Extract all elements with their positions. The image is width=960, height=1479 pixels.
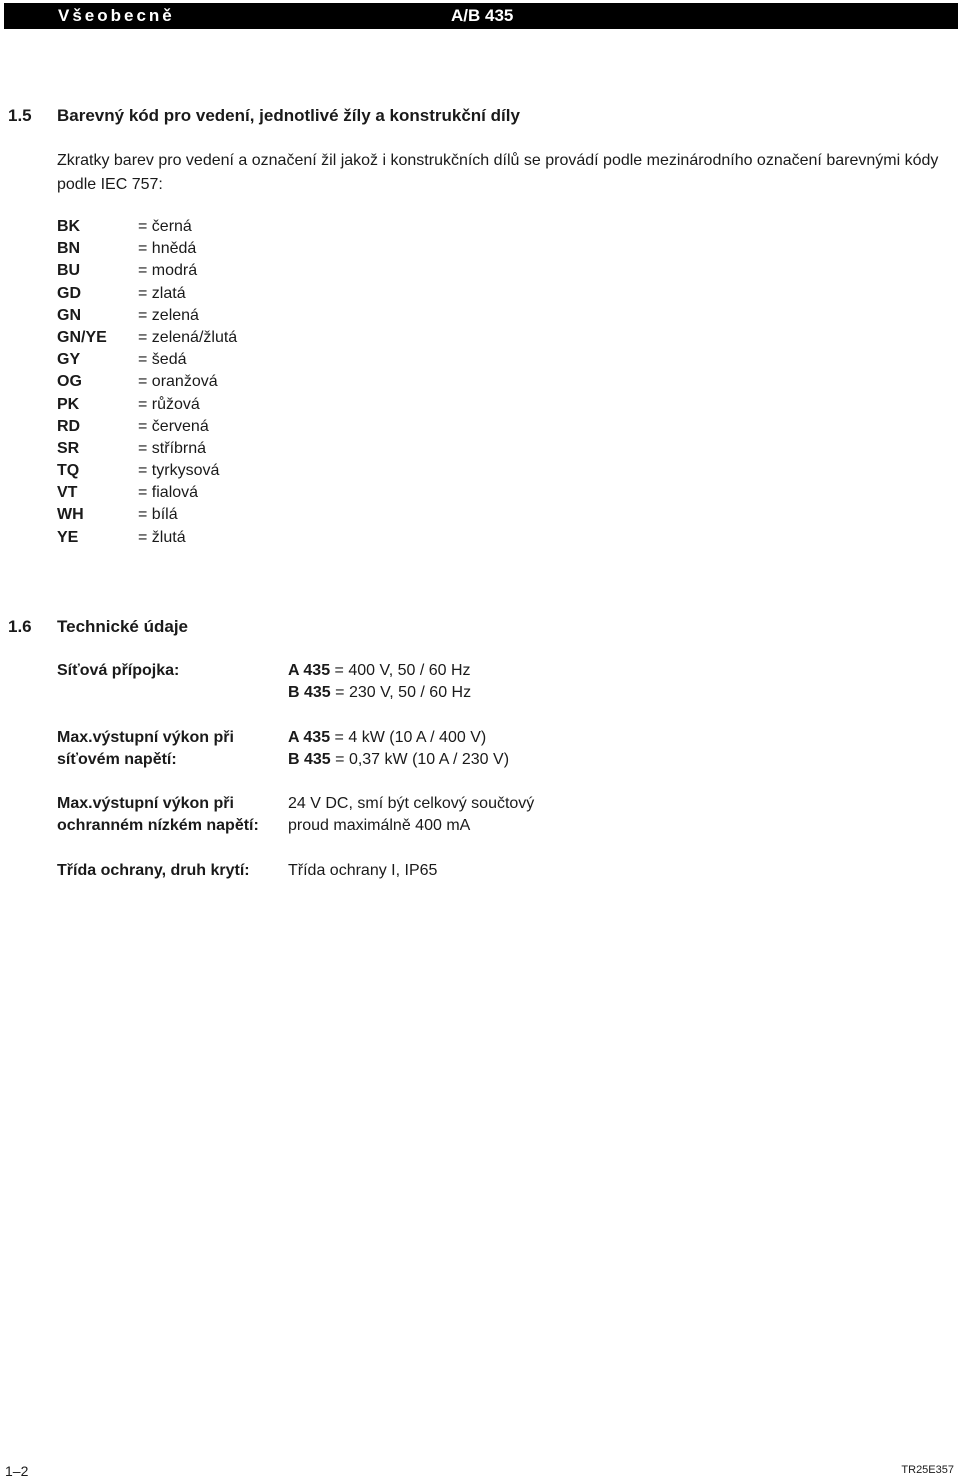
section-title: Technické údaje — [57, 617, 189, 636]
color-code: BN — [57, 240, 81, 258]
color-meaning: = šedá — [138, 351, 187, 369]
color-code: BU — [57, 262, 81, 280]
color-meaning: = zlatá — [138, 284, 186, 302]
spec-lv-label-line2: ochranném nízkém napětí: — [57, 817, 259, 834]
model-b: B 435 — [288, 751, 331, 768]
color-meaning: = modrá — [138, 262, 198, 280]
color-code: GN — [57, 306, 81, 324]
spec-lv-value-line2: proud maximálně 400 mA — [288, 817, 471, 834]
color-code: RD — [57, 417, 81, 435]
model-a: A 435 — [288, 662, 331, 679]
color-meaning: = zelená — [138, 306, 199, 324]
section-number: 1.6 — [8, 617, 32, 636]
color-meaning: = stříbrná — [138, 439, 207, 457]
color-code: OG — [57, 373, 82, 391]
spec-mains-b — [288, 682, 471, 704]
header-bar — [4, 3, 958, 29]
intro-paragraph: Zkratky barev pro vedení a označení žil jakož i konstrukčních dílů se provádí podle mezinárodního označení barevnými kódy podle IEC 757: — [57, 152, 939, 193]
spec-class-value: Třída ochrany I, IP65 — [288, 862, 438, 879]
spec-power-label-line1: Max.výstupní výkon při — [57, 729, 234, 746]
color-code: YE — [57, 528, 79, 546]
spec-class-label: Třída ochrany, druh krytí: — [57, 862, 250, 879]
section-title: Barevný kód pro vedení, jednotlivé žíly a konstrukční díly — [57, 106, 520, 125]
color-code: GN/YE — [57, 328, 107, 346]
color-code: VT — [57, 484, 78, 502]
color-meaning: = fialová — [138, 484, 199, 502]
page-number: 1–2 — [5, 1463, 29, 1479]
color-code: SR — [57, 439, 80, 457]
color-code: BK — [57, 218, 81, 235]
spec-text: = 400 V, 50 / 60 Hz — [330, 662, 471, 679]
header-model: A/B 435 — [451, 6, 514, 25]
spec-text: = 230 V, 50 / 60 Hz — [330, 684, 472, 701]
model-a: A 435 — [288, 729, 331, 746]
color-code: WH — [57, 506, 84, 524]
color-meaning: = žlutá — [138, 528, 186, 546]
spec-mains-label: Síťová přípojka: — [57, 662, 180, 679]
color-meaning: = oranžová — [138, 373, 218, 391]
color-meaning: = černá — [138, 218, 192, 235]
color-code: GD — [57, 284, 81, 302]
color-meaning: = růžová — [138, 395, 200, 413]
spec-lv-value-line1: 24 V DC, smí být celkový součtový — [288, 795, 535, 812]
spec-lv-label-line1: Max.výstupní výkon při — [57, 795, 234, 812]
color-meaning: = hnědá — [138, 240, 197, 258]
spec-text: = 4 kW (10 A / 400 V) — [330, 729, 487, 746]
spec-power-a — [288, 727, 486, 749]
color-code: TQ — [57, 462, 80, 480]
spec-power-b — [288, 749, 509, 771]
header-section-name: Všeobecně — [58, 6, 175, 25]
color-code: GY — [57, 351, 81, 369]
color-meaning: = bílá — [138, 506, 178, 524]
section-number: 1.5 — [8, 106, 32, 125]
spec-mains-a — [288, 660, 471, 682]
spec-power-label-line2: síťovém napětí: — [57, 751, 177, 768]
color-meaning: = zelená/žlutá — [138, 328, 238, 346]
spec-text: = 0,37 kW (10 A / 230 V) — [330, 751, 510, 768]
color-meaning: = červená — [138, 417, 209, 435]
model-b: B 435 — [288, 684, 331, 701]
document-code: TR25E357 — [901, 1464, 954, 1476]
color-code: PK — [57, 395, 80, 413]
color-meaning: = tyrkysová — [138, 462, 220, 480]
